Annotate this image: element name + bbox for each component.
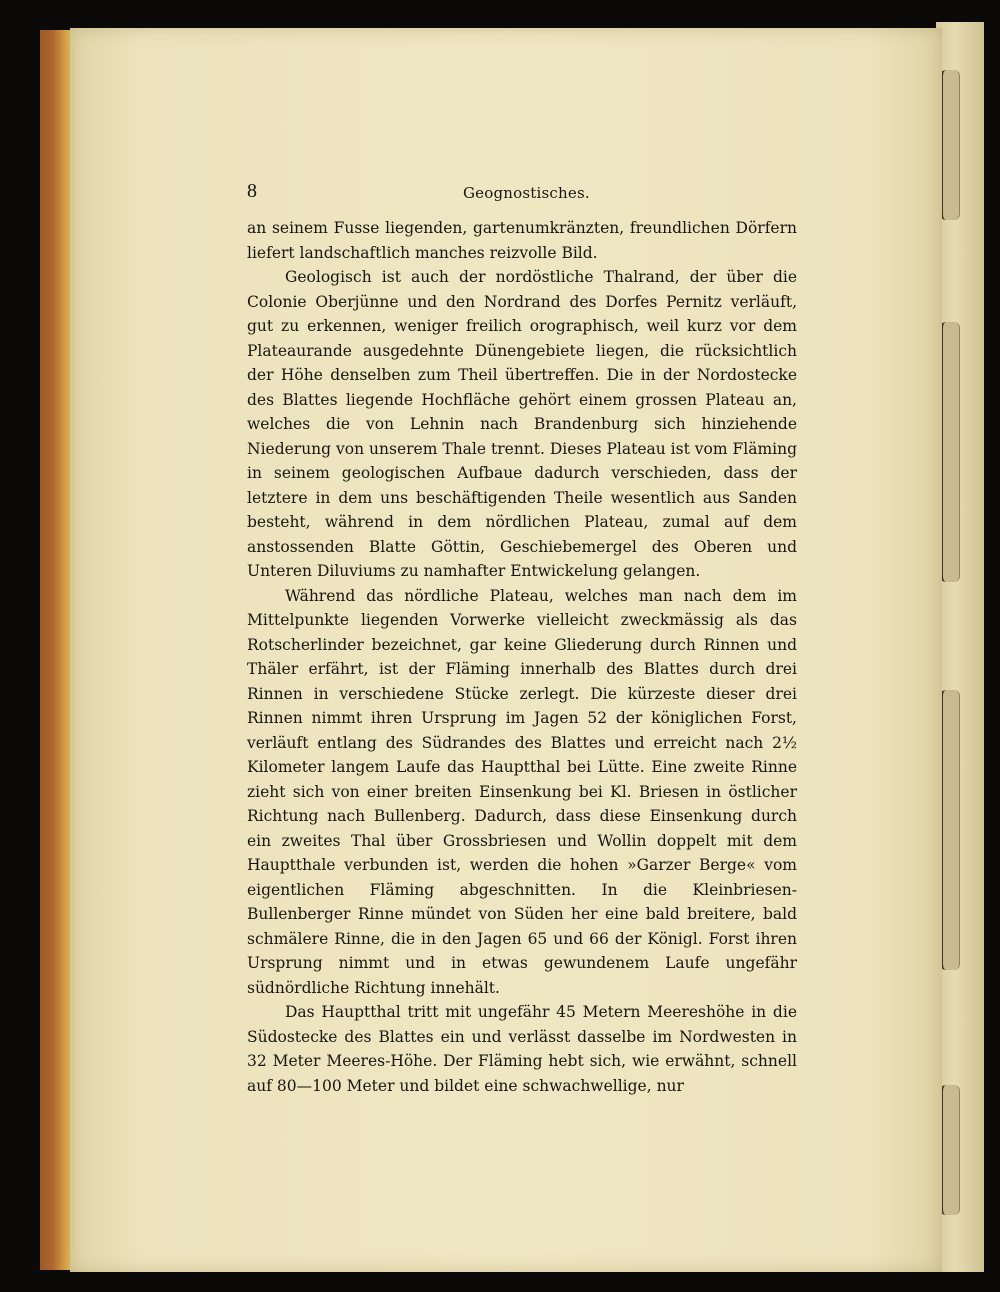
page-number: 8 [247,180,257,202]
binding-thread [940,1085,960,1215]
running-head [247,180,797,216]
page-content [247,180,797,1098]
paragraph: Während das nördliche Plateau, welches man nach dem im Mittelpunkte liegenden Vorwerke vielleicht zweckmässig als das Rotscherlinder bezeichnet, gar keine Gliederung durch Rinnen und Thäler erfährt, ist der Fläming innerhalb des Blattes durch drei Rinnen in verschiedene Stücke zerlegt. Die kürzeste dieser drei Rinnen nimmt ihren Ursprung im Jagen 52 der königlichen Forst, verläuft entlang des Südrandes des Blattes und erreicht nach 2½ Kilometer langem Laufe das Hauptthal bei Lütte. Eine zweite Rinne zieht sich von einer breiten Einsenkung bei Kl. Briesen in östlicher Richtung nach Bullenberg. Dadurch, dass diese Einsenkung durch ein zweites Thal über Grossbriesen und Wollin doppelt mit dem Hauptthale verbunden ist, werden die hohen »Garzer Berge« vom eigentlichen Fläming abgeschnitten. In die Kleinbriesen-Bullenberger Rinne mündet von Süden her eine bald breitere, bald schmälere Rinne, die in den Jagen 65 und 66 der Königl. Forst ihren Ursprung nimmt und in etwas gewundenem Laufe ungefähr südnördliche Richtung innehält. [247,586,797,997]
paragraph: Das Hauptthal tritt mit ungefähr 45 Metern Meereshöhe in die Südostecke des Blattes ein und verlässt dasselbe im Nordwesten in 32 Meter Meeres-Höhe. Der Fläming hebt sich, wie erwähnt, schnell auf 80—100 Meter und bildet eine schwachwellige, nur [247,1003,797,1095]
binding-thread [940,70,960,220]
paragraph: Geologisch ist auch der nordöstliche Thalrand, der über die Colonie Oberjünne und den Nordrand des Dorfes Pernitz verläuft, gut zu erkennen, weniger freilich orographisch, weil kurz vor dem Plateaurande ausgedehnte Dünengebiete liegen, die rücksichtlich der Höhe denselben zum Theil übertreffen. Die in der Nordostecke des Blattes liegende Hochfläche gehört einem grossen Plateau an, welches die von Lehnin nach Brandenburg sich hinziehende Niederung von unserem Thale trennt. Dieses Plateau ist vom Fläming in seinem geologischen Aufbaue dadurch verschieden, dass der letztere in dem uns beschäftigenden Theile wesentlich aus Sanden besteht, während in dem nördlichen Plateau, zumal auf dem anstossenden Blatte Göttin, Geschiebemergel des Oberen und Unteren Diluviums zu namhafter Entwickelung gelangen. [247,268,797,580]
paragraph: an seinem Fusse liegenden, gartenumkränzten, freundlichen Dörfern liefert landschaftlich manches reizvolle Bild. [247,219,797,262]
binding-thread [940,322,960,582]
body-text [247,216,797,1098]
running-title: Geognostisches. [463,184,590,202]
binding-thread [940,690,960,970]
